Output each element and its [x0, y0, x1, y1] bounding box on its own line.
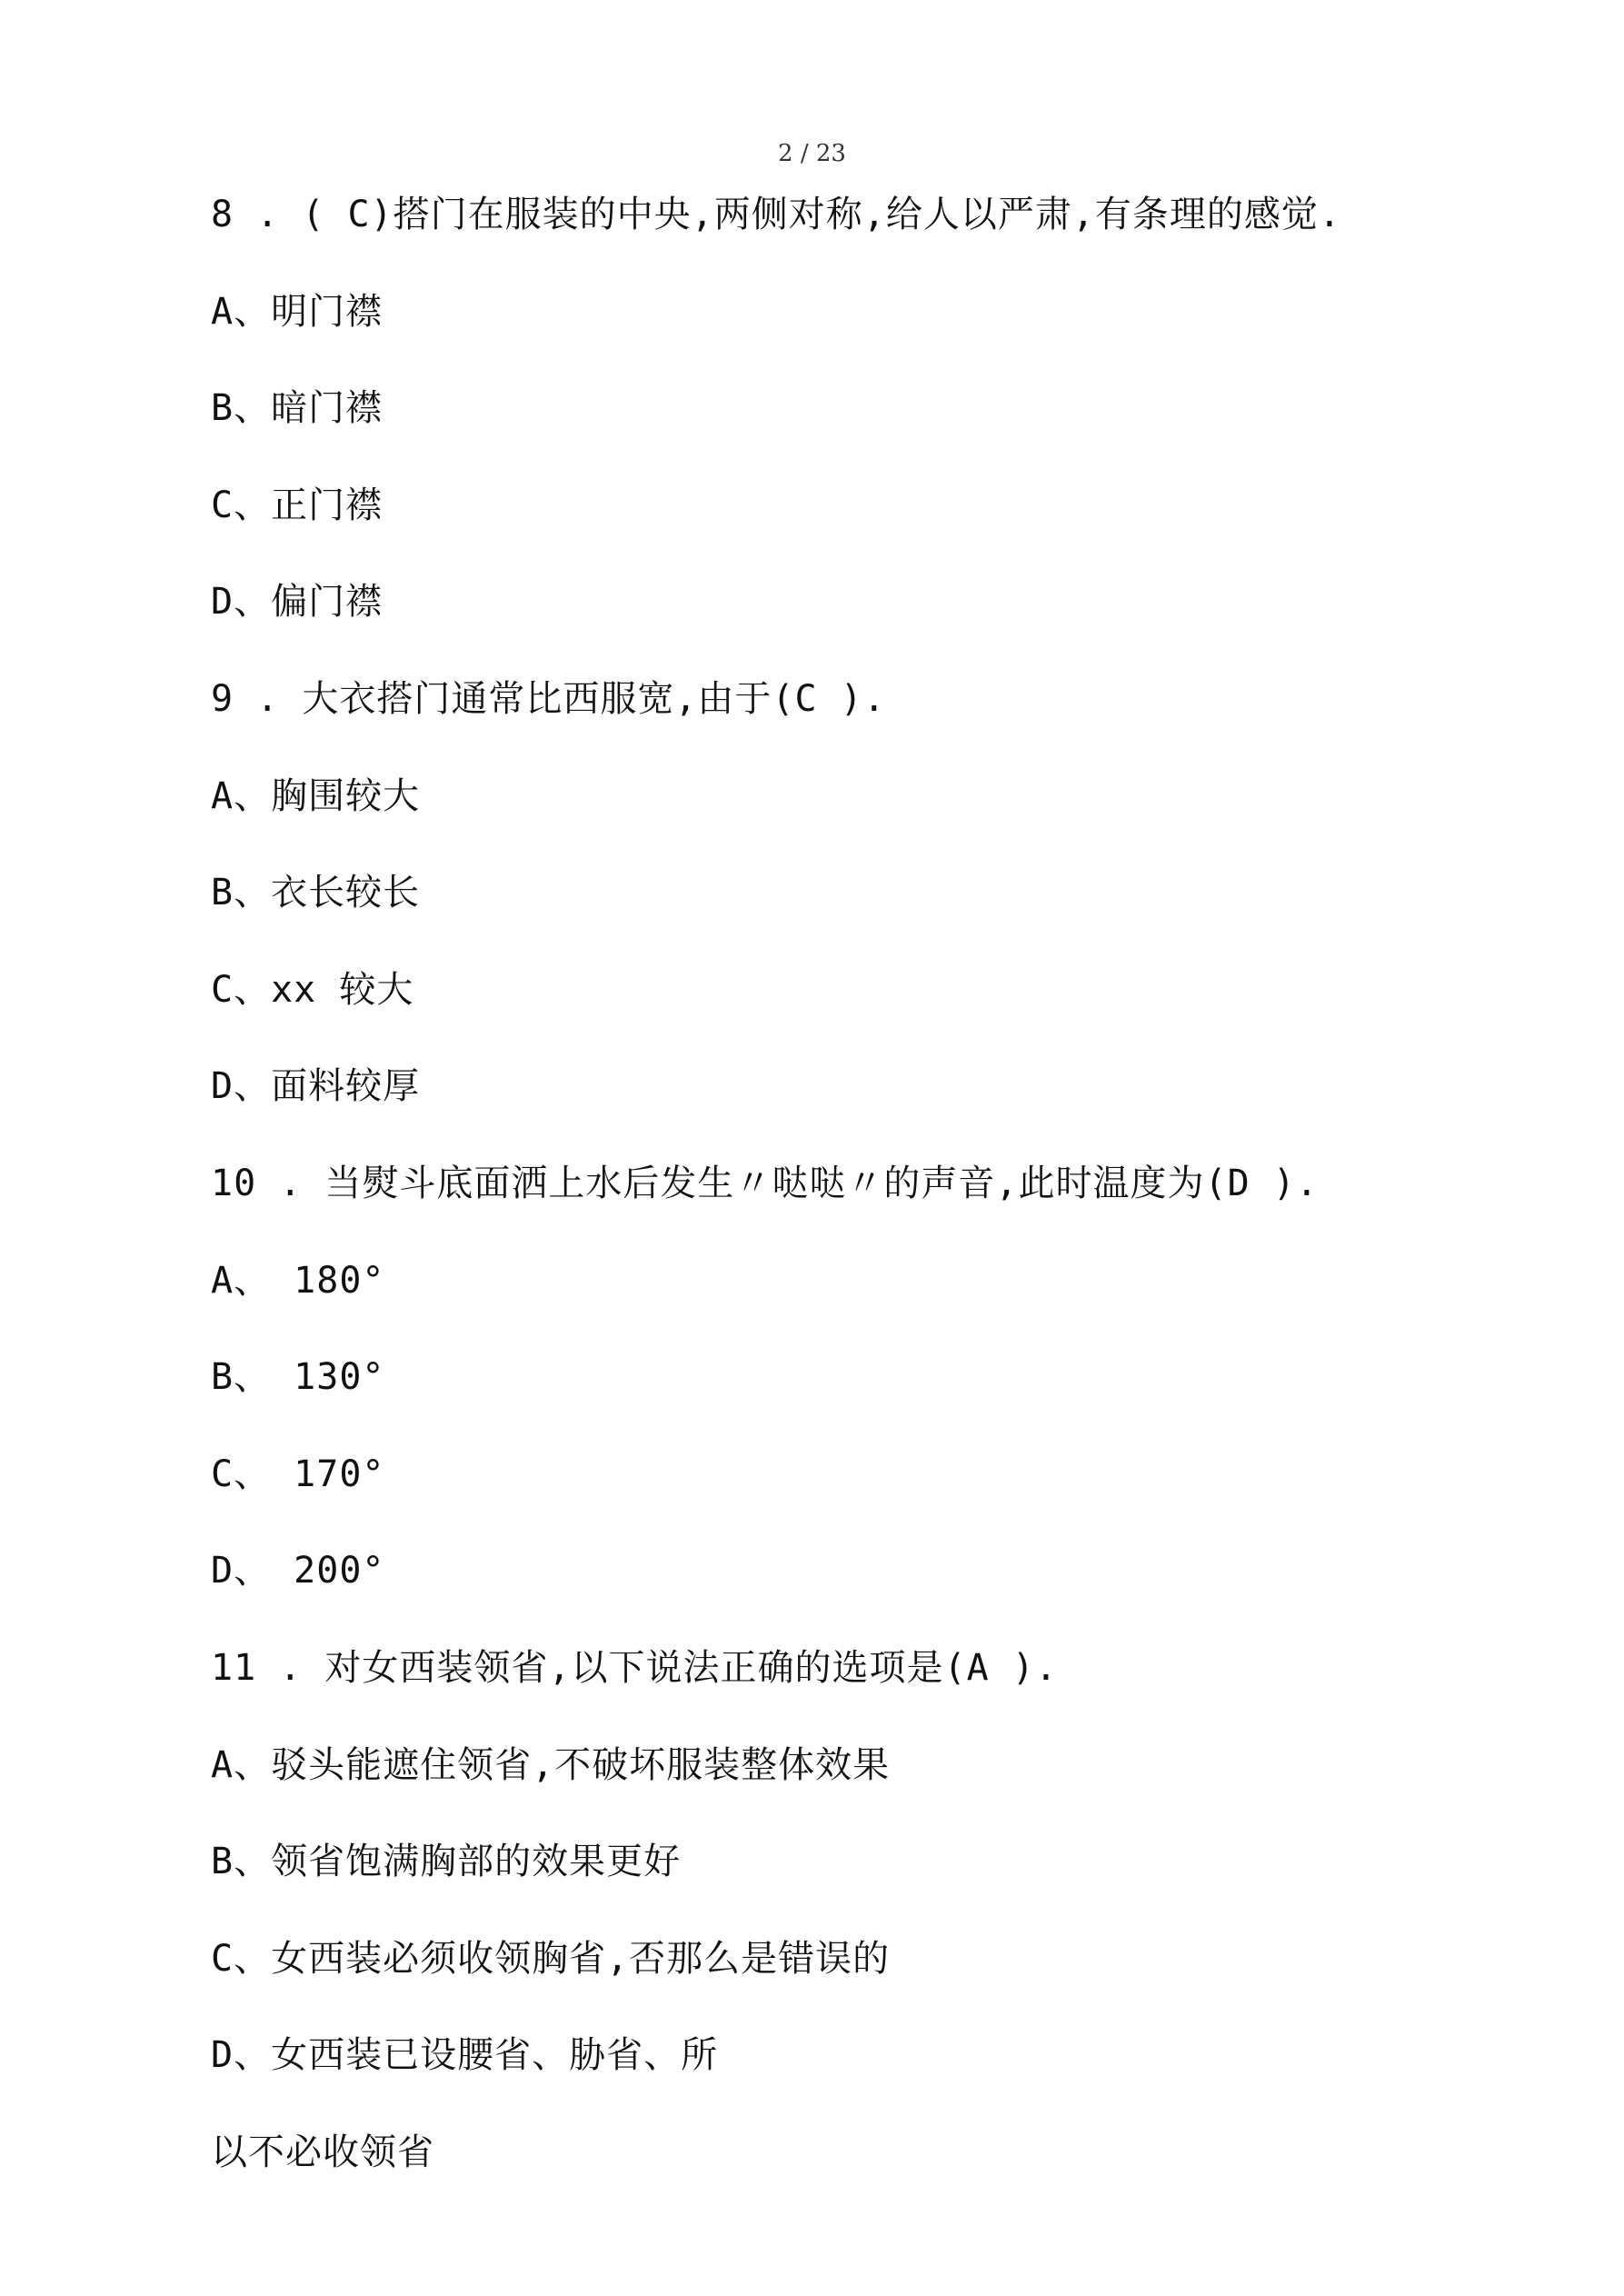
question-11-option-a: A、驳头能遮住领省,不破坏服装整体效果	[211, 1744, 891, 1786]
question-11-option-d: D、女西装已设腰省、胁省、所	[211, 2034, 719, 2076]
question-11-stem: 11 . 对女西装领省,以下说法正确的选项是(A ).	[211, 1647, 1058, 1689]
question-10-option-d: D、 200°	[211, 1550, 385, 1592]
question-8-option-b: B、暗门襟	[211, 387, 384, 429]
question-8-option-d: D、偏门襟	[211, 581, 384, 623]
question-9-option-c: C、xx 较大	[211, 969, 414, 1011]
question-8-option-a: A、明门襟	[211, 291, 384, 333]
question-9-stem: 9 . 大衣搭门通常比西服宽,由于(C ).	[211, 678, 886, 720]
question-10-option-b: B、 130°	[211, 1356, 385, 1398]
question-11-option-b: B、领省饱满胸部的效果更好	[211, 1841, 682, 1882]
question-10-option-c: C、 170°	[211, 1453, 385, 1495]
question-9-option-a: A、胸围较大	[211, 775, 421, 817]
question-8-option-c: C、正门襟	[211, 484, 384, 526]
question-11-option-c: C、女西装必须收领胸省,否那么是错误的	[211, 1938, 891, 1980]
question-9-option-b: B、衣长较长	[211, 872, 421, 913]
page-number: 2 / 23	[778, 140, 846, 167]
question-8-stem: 8 . ( C)搭门在服装的中央,两侧对称,给人以严肃,有条理的感觉.	[211, 194, 1341, 235]
question-10-option-a: A、 180°	[211, 1260, 385, 1302]
question-11-option-d-continued: 以不必收领省	[211, 2131, 434, 2173]
question-10-stem: 10 . 当熨斗底面洒上水后发生〃哒哒〃的声音,此时温度为(D ).	[211, 1163, 1319, 1204]
question-9-option-d: D、面料较厚	[211, 1065, 421, 1107]
